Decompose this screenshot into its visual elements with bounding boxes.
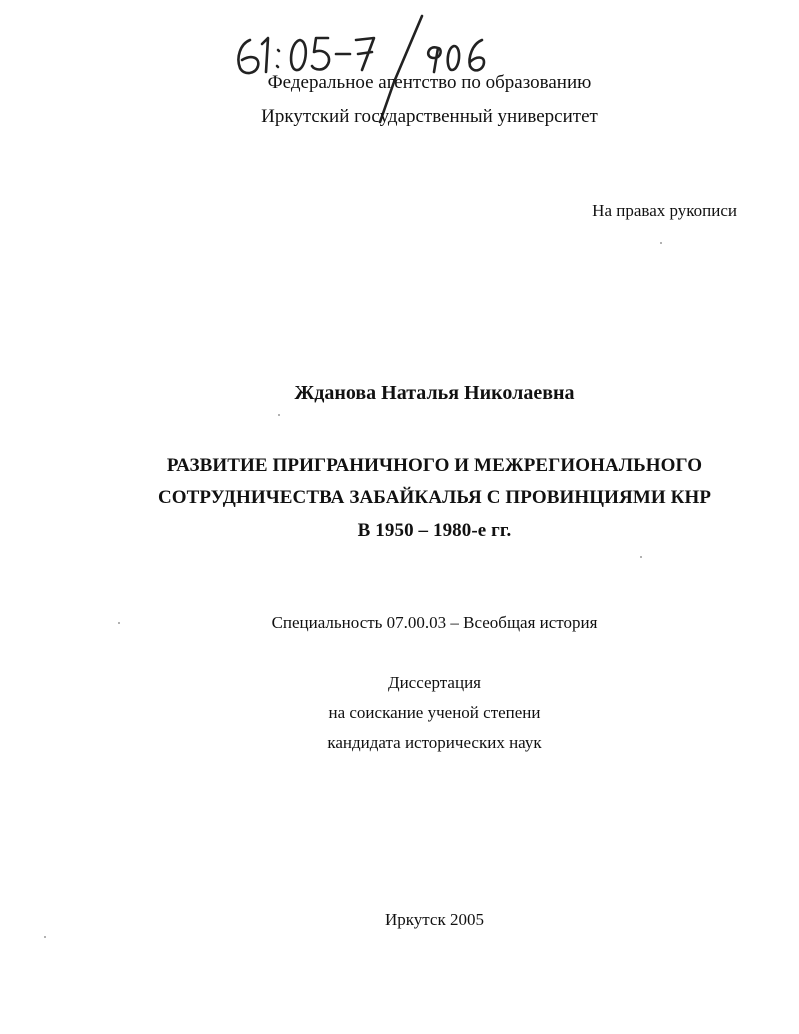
university-name: Иркутский государственный университет [261, 106, 598, 127]
scan-speck [118, 622, 120, 624]
manuscript-note: На правах рукописи [592, 201, 737, 220]
dissertation-field-line: кандидата исторических наук [327, 733, 542, 752]
scan-speck [640, 556, 642, 558]
dissertation-label: Диссертация [387, 673, 481, 692]
city-year: Иркутск 2005 [385, 910, 484, 929]
author-name: Жданова Наталья Николаевна [294, 382, 575, 404]
title-line-3: В 1950 – 1980-е гг. [357, 520, 512, 541]
scan-speck [44, 936, 46, 938]
scan-speck [660, 242, 662, 244]
agency-name: Федеральное агентство по образованию [267, 72, 592, 93]
scan-speck [278, 414, 280, 416]
title-line-1: РАЗВИТИЕ ПРИГРАНИЧНОГО И МЕЖРЕГИОНАЛЬНОГО [166, 455, 703, 476]
title-line-2: СОТРУДНИЧЕСТВА ЗАБАЙКАЛЬЯ С ПРОВИНЦИЯМИ КНР [157, 487, 712, 508]
specialty: Специальность 07.00.03 – Всеобщая история [271, 613, 598, 632]
dissertation-degree-line: на соискание ученой степени [328, 703, 541, 722]
